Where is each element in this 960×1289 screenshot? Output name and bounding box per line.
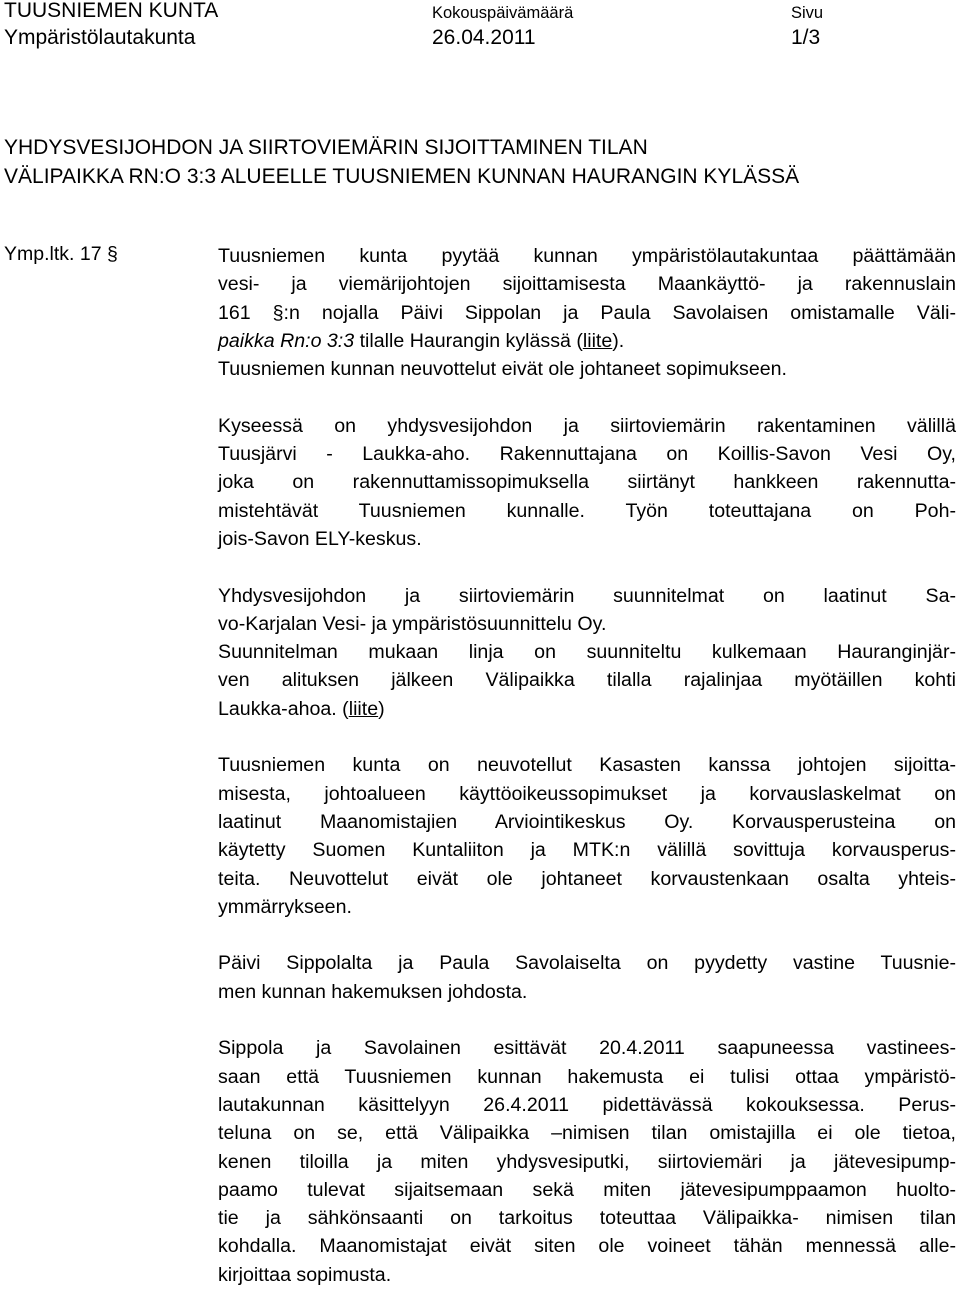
title-line-2: VÄLIPAIKKA RN:O 3:3 ALUEELLE TUUSNIEMEN KUNNAN HAURANGIN KYLÄSSÄ: [4, 165, 800, 188]
text-line: teita. Neuvottelut eivät ole johtaneet korvaustenkaan osalta yhteis-: [218, 867, 956, 890]
department-name: Ympäristölautakunta: [4, 26, 196, 49]
text-line: Yhdysvesijohdon ja siirtoviemärin suunnitelmat on laatinut Sa-: [218, 584, 956, 607]
meeting-date: 26.04.2011: [432, 26, 536, 49]
text-line: [218, 695, 956, 723]
text-line: men kunnan hakemuksen johdosta.: [218, 980, 528, 1003]
text-span: ): [378, 697, 385, 720]
text-line: mistehtävät Tuusniemen kunnalle. Työn toteuttajana on Poh-: [218, 499, 956, 522]
text-line: paamo tulevat sijaitsemaan sekä miten jätevesipumppaamon huolto-: [218, 1178, 956, 1201]
document-title: [4, 133, 799, 191]
text-span: ).: [612, 329, 625, 352]
paragraph-5: [218, 751, 956, 921]
text-line: Tuusniemen kunta on neuvotellut Kasasten kanssa johtojen sijoitta-: [218, 754, 956, 777]
text-line: Tuusniemen kunnan neuvottelut eivät ole johtaneet sopimukseen.: [218, 358, 787, 381]
text-line: Tuusjärvi - Laukka-aho. Rakennuttajana on Koillis-Savon Vesi Oy,: [218, 443, 956, 466]
attachment-link[interactable]: liite: [582, 329, 613, 352]
text-line: Suunnitelman mukaan linja on suunniteltu kulkemaan Hauranginjär-: [218, 641, 956, 664]
paragraph-1: [218, 242, 956, 383]
text-line: Tuusniemen kunta pyytää kunnan ympäristölautakuntaa päättämään: [218, 245, 956, 267]
text-span: tilalle Haurangin kylässä (: [354, 329, 583, 352]
text-line: misesta, johtoalueen käyttöoikeussopimukset ja korvauslaskelmat on: [218, 782, 956, 805]
text-line: Sippola ja Savolainen esittävät 20.4.2011 saapuneessa vastinees-: [218, 1037, 956, 1060]
text-line: 161 §:n nojalla Päivi Sippolan ja Paula Savolaisen omistamalle Väli-: [218, 301, 956, 324]
text-line: lautakunnan käsittelyyn 26.4.2011 pidettävässä kokouksessa. Perus-: [218, 1093, 956, 1116]
paragraph-7: [218, 1034, 956, 1289]
meeting-date-label: Kokouspäivämäärä: [432, 4, 574, 22]
document-body: [218, 242, 956, 1289]
text-line: ven alituksen jälkeen Välipaikka tilalla rajalinjaa myötäillen kohti: [218, 669, 956, 692]
paragraph-4: [218, 638, 956, 723]
paragraph-3: [218, 582, 956, 639]
text-line: tie ja sähkönsaanti on tarkoitus toteuttaa Välipaikka- nimisen tilan: [218, 1207, 956, 1230]
text-line: kenen tiloilla ja miten yhdysvesiputki, siirtoviemäri ja jätevesipump-: [218, 1150, 956, 1173]
title-line-1: YHDYSVESIJOHDON JA SIIRTOVIEMÄRIN SIJOITTAMINEN TILAN: [4, 136, 648, 159]
text-line: kohdalla. Maanomistajat eivät siten ole voineet tähän mennessä alle-: [218, 1235, 956, 1258]
text-line: laatinut Maanomistajien Arviointikeskus Oy. Korvausperusteina on: [218, 810, 956, 833]
organization-name: TUUSNIEMEN KUNTA: [4, 0, 219, 22]
text-line: Päivi Sippolalta ja Paula Savolaiselta on pyydetty vastine Tuusnie-: [218, 952, 956, 975]
property-name: paikka Rn:o 3:3: [218, 329, 355, 352]
text-line: kirjoittaa sopimusta.: [218, 1263, 392, 1286]
text-line: saan että Tuusniemen kunnan hakemusta ei tulisi ottaa ympäristö-: [218, 1065, 956, 1088]
text-line: käytetty Suomen Kuntaliiton ja MTK:n välillä sovittuja korvausperus-: [218, 839, 956, 862]
text-line: [218, 327, 956, 355]
text-line: vesi- ja viemärijohtojen sijoittamisesta Maankäyttö- ja rakennuslain: [218, 273, 956, 296]
page-number: 1/3: [791, 26, 821, 49]
text-line: teluna on se, että Välipaikka –nimisen tilan omistajilla ei ole tietoa,: [218, 1122, 956, 1145]
attachment-link[interactable]: liite: [348, 697, 379, 720]
text-line: jois-Savon ELY-keskus.: [218, 527, 422, 550]
paragraph-2: [218, 412, 956, 553]
paragraph-6: [218, 949, 956, 1006]
section-reference: Ymp.ltk. 17 §: [4, 243, 118, 265]
page-label: Sivu: [791, 4, 824, 22]
text-line: vo-Karjalan Vesi- ja ympäristösuunnittelu Oy.: [218, 612, 607, 635]
text-span: Laukka-ahoa. (: [218, 697, 349, 720]
text-line: joka on rakennuttamissopimuksella siirtänyt hankkeen rakennutta-: [218, 471, 956, 494]
text-line: Kyseessä on yhdysvesijohdon ja siirtoviemärin rakentaminen välillä: [218, 414, 956, 437]
text-line: ymmärrykseen.: [218, 895, 352, 918]
